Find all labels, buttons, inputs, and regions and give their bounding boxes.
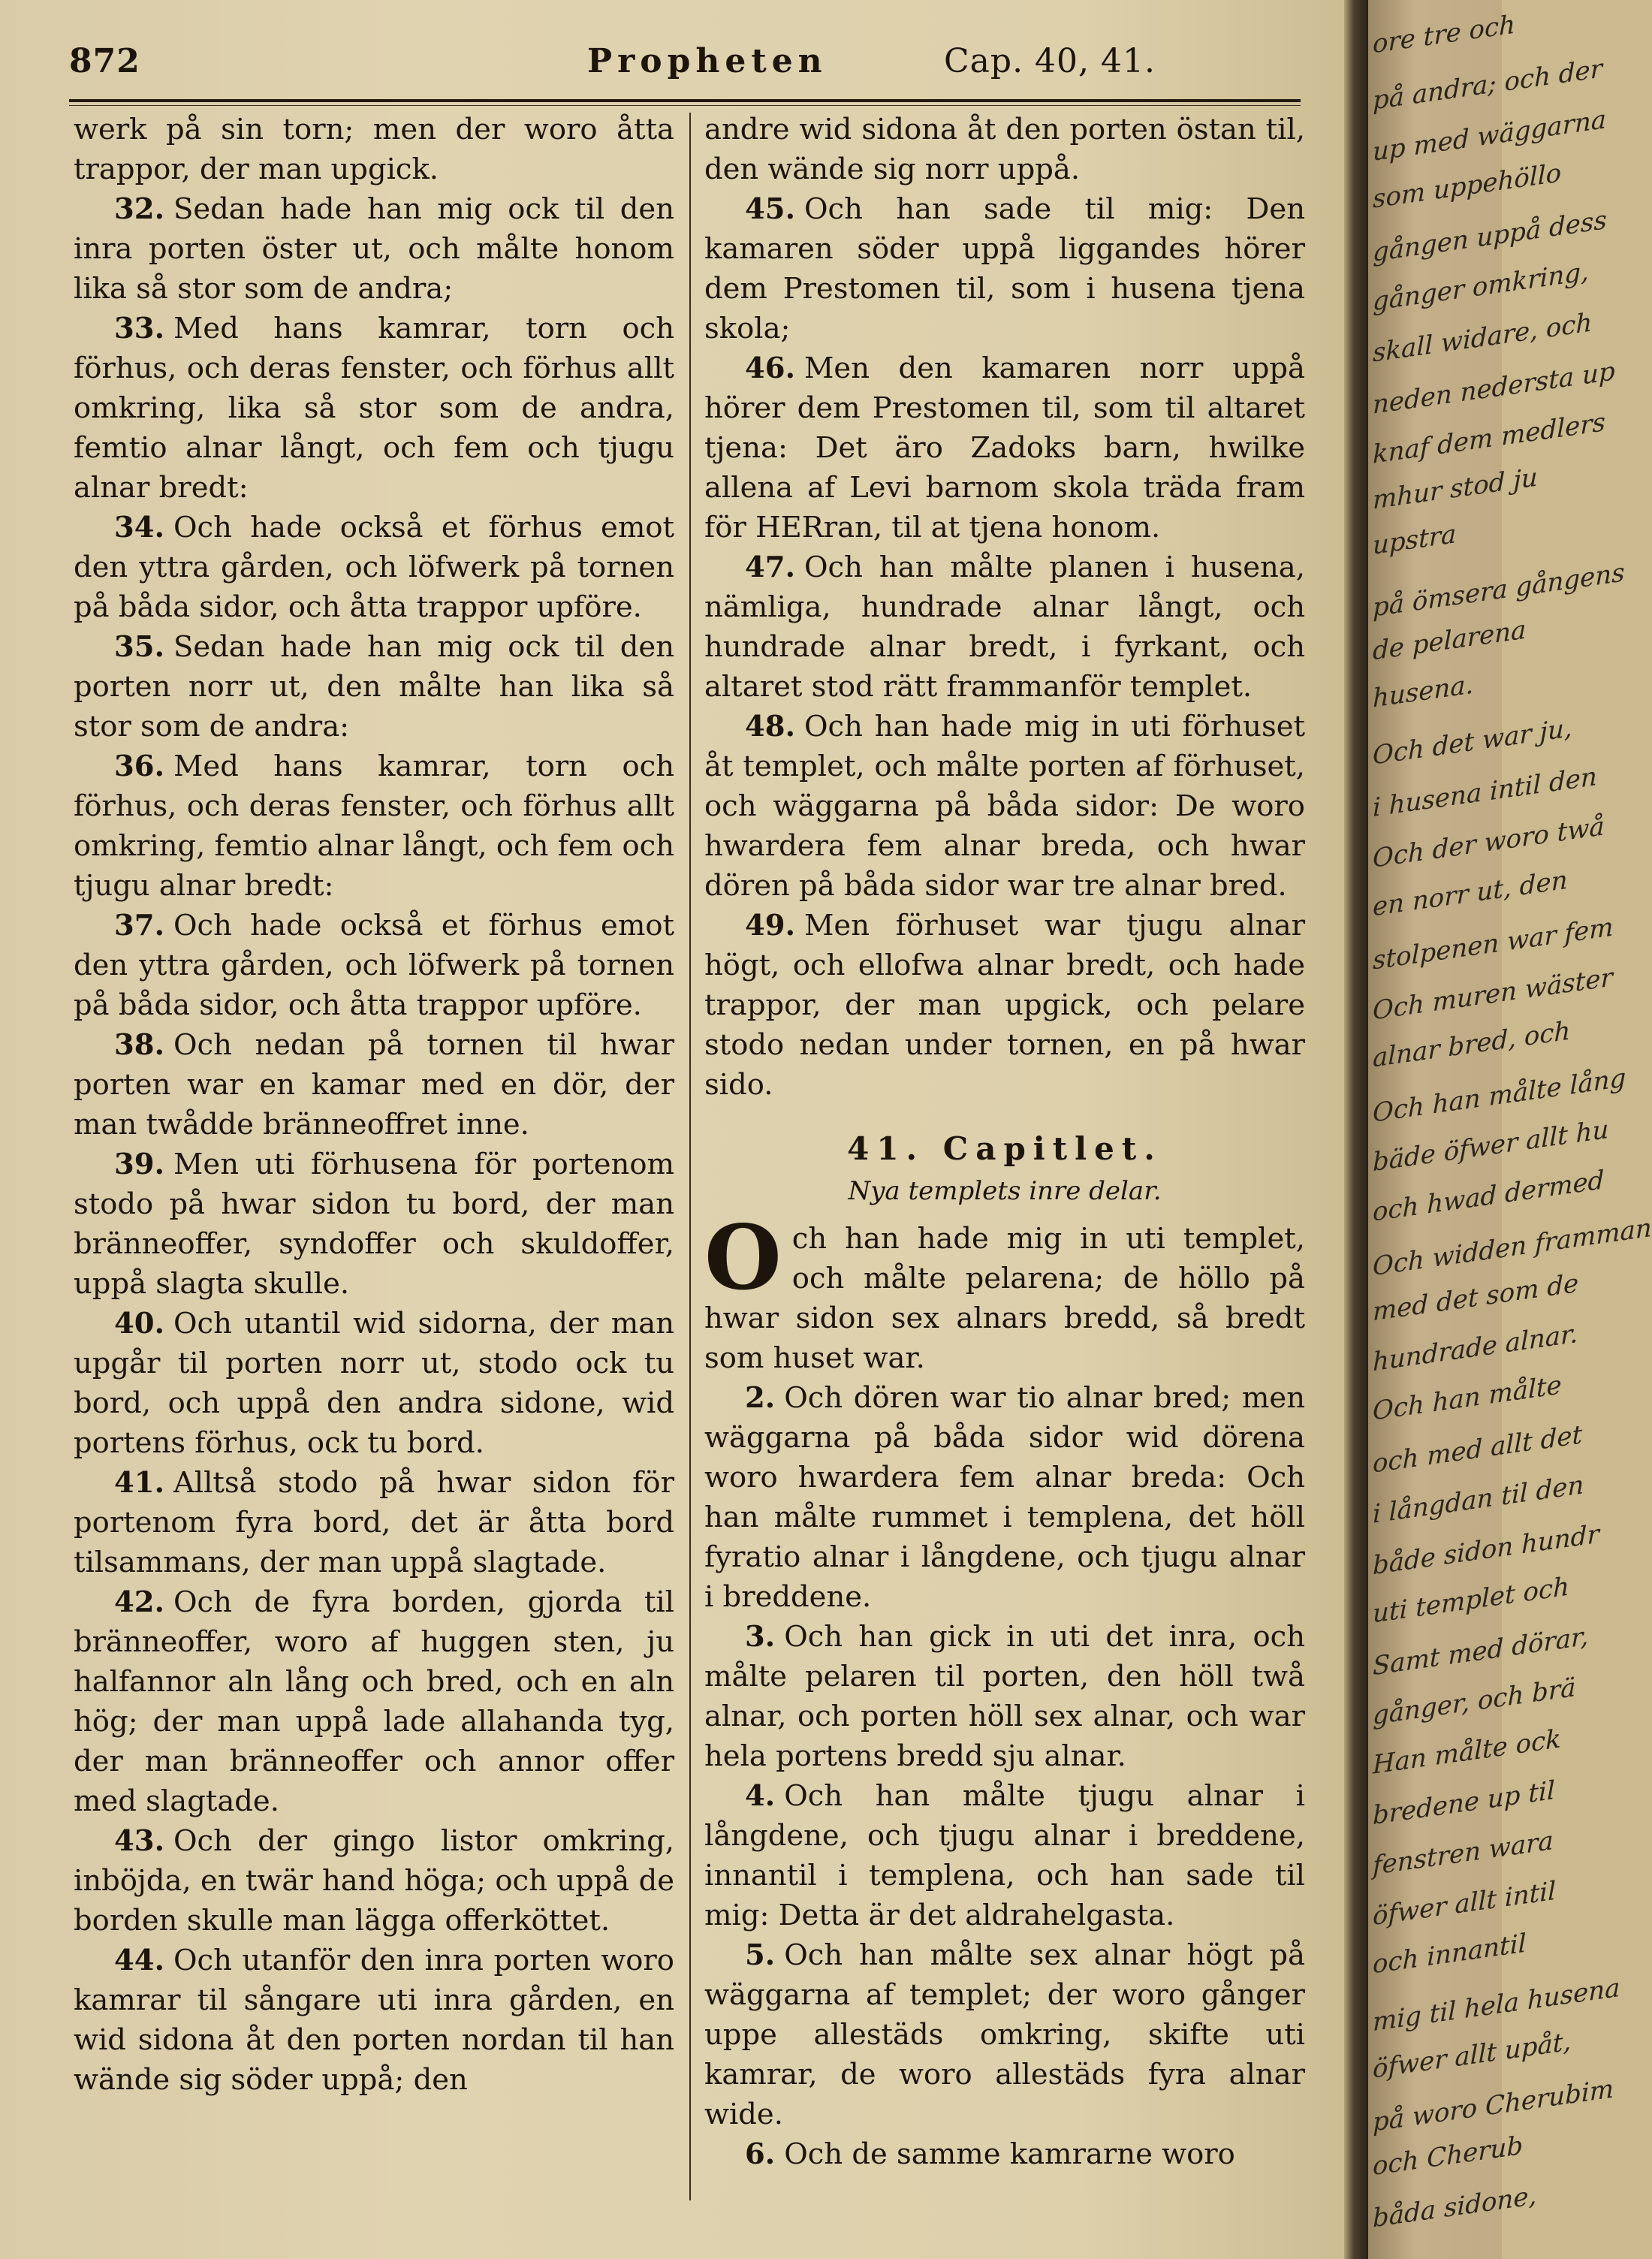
- facing-page-fragment: knaf dem medlers: [1373, 407, 1605, 470]
- facing-page-fragment: up med wäggarna: [1373, 104, 1606, 167]
- first-verse-text: ch han hade mig in uti templet, och målte pelarena; de höllo på hwar sidon sex alnars bredd, så bredt som huset war.: [704, 1222, 1305, 1375]
- verse-text: werk på sin torn; men der woro åtta trappor, der man upgick.: [74, 113, 674, 186]
- facing-page-fragment: alnar bred, och: [1373, 1015, 1571, 1074]
- facing-page-fragment: Och muren wäster: [1373, 962, 1613, 1027]
- facing-page-fragment: skall widare, och: [1373, 307, 1593, 369]
- facing-page-fragment: på ömsera gångens: [1373, 557, 1625, 623]
- facing-page-fragment: mhur stod ju: [1373, 463, 1538, 516]
- verse-text: Och nedan på tornen til hwar porten war en kamar med en dör, der man twådde bränneoffret inne.: [74, 1028, 674, 1142]
- verse: [704, 1617, 1305, 1776]
- verse: [704, 2134, 1305, 2174]
- facing-page-fragment: uti templet och: [1373, 1572, 1569, 1630]
- verse: [74, 1025, 674, 1145]
- verse: [74, 1941, 674, 2100]
- verse-text: Och der gingo listor omkring, inböjda, en twär hand höga; och uppå de borden skulle man lägga offerköttet.: [74, 1824, 674, 1938]
- verse-number: 2.: [745, 1381, 776, 1415]
- verse-number: 34.: [114, 511, 164, 544]
- verse-number: 44.: [114, 1944, 164, 1977]
- verse-text: andre wid sidona åt den porten östan til, den wände sig norr uppå.: [704, 113, 1305, 186]
- verse-text: Och dören war tio alnar bred; men wäggarna på båda sidor wid dörena woro hwardera fem alnar breda: Och han målte rummet i templena, det höll fyratio alnar i långdene, och tjugu alnar i breddene.: [704, 1381, 1305, 1614]
- verse: [74, 627, 674, 746]
- verse-number: 40.: [114, 1307, 164, 1341]
- facing-page-fragment: upstra: [1373, 518, 1457, 561]
- facing-page-fragment: de pelarena: [1373, 614, 1527, 667]
- facing-page-fragment: mig til hela husena: [1373, 1972, 1620, 2037]
- facing-page-fragment: i långdan til den: [1373, 1470, 1584, 1530]
- verse-number: 32.: [114, 192, 164, 226]
- chapter-first-verse: [704, 1205, 1305, 1378]
- facing-page-fragment: med det som de: [1373, 1268, 1579, 1328]
- page-number: 872: [69, 42, 140, 80]
- facing-page-fragment: ore tre och: [1373, 9, 1515, 60]
- facing-page-fragment: gången uppå dess: [1373, 205, 1607, 268]
- verse: [704, 110, 1305, 189]
- verse-text: Men den kamaren norr uppå hörer dem Prestomen til, som til altaret tjena: Det äro Zadoks barn, hwilke allena af Levi barnom skola träda fram för HERran, til at tjena honom.: [704, 351, 1305, 544]
- verse-number: 36.: [114, 749, 164, 783]
- verse: [704, 348, 1305, 547]
- verse-number: 3.: [745, 1620, 776, 1654]
- facing-page-fragment: fenstren wara: [1373, 1825, 1554, 1881]
- facing-page-fragment: öfwer allt upåt,: [1373, 2026, 1572, 2085]
- running-head: [69, 42, 1301, 87]
- verse-text: Men uti förhusena för portenom stodo på hwar sidon tu bord, der man bränneoffer, syndoffer och skuldoffer, uppå slagta skulle.: [74, 1148, 674, 1301]
- verse-text: Och han sade til mig: Den kamaren söder uppå liggandes hörer dem Prestomen til, som i husena tjena skola;: [704, 192, 1305, 345]
- verse-number: 46.: [745, 351, 795, 385]
- facing-page-fragment: båda sidone,: [1373, 2180, 1537, 2234]
- chapter-summary: Nya templets inre delar.: [848, 1176, 1162, 1206]
- facing-page-fragment: och Cherub: [1373, 2131, 1524, 2182]
- facing-page-fragment: som uppehöllo: [1373, 158, 1562, 215]
- facing-page-fragment: på woro Cherubim: [1373, 2074, 1614, 2138]
- right-column-verses-top: [704, 110, 1305, 1105]
- verse-number: 49.: [745, 909, 795, 943]
- verse-number: 47.: [745, 550, 795, 584]
- drop-cap: O: [704, 1205, 782, 1310]
- right-column-verses-bottom: [704, 1378, 1305, 2174]
- verse-number: 6.: [745, 2137, 776, 2171]
- verse-text: Med hans kamrar, torn och förhus, och deras fenster, och förhus allt omkring, lika så stor som de andra, femtio alnar långt, och fem och tjugu alnar bredt:: [74, 312, 674, 505]
- verse: [704, 906, 1305, 1105]
- facing-page-fragment: bäde öfwer allt hu: [1373, 1114, 1609, 1178]
- verse-text: Och han målte tjugu alnar i långdene, och tjugu alnar i breddene, innantil i templena, och han sade til mig: Detta är det aldrahelgasta.: [704, 1779, 1305, 1932]
- verse: [74, 189, 674, 309]
- book-title: Propheten: [587, 42, 828, 80]
- facing-page-fragment: Han målte ock: [1373, 1724, 1561, 1781]
- facing-page-fragment: Och han målte: [1373, 1370, 1562, 1428]
- facing-page-fragment: neden nedersta up: [1373, 356, 1615, 421]
- verse-text: Och utantil wid sidorna, der man upgår til porten norr ut, stodo ock tu bord, och uppå den andra sidone, wid portens förhus, ock tu bord.: [74, 1307, 674, 1460]
- verse-number: 43.: [114, 1824, 164, 1858]
- facing-page-edge: [1368, 0, 1652, 2259]
- verse-text: Och han målte sex alnar högt på wäggarna af templet; der woro gånger uppe allestäds omkring, skifte uti kamrar, de woro allestäds fyra alnar wide.: [704, 1938, 1305, 2131]
- facing-page-fragment: bredene up til: [1373, 1775, 1555, 1831]
- verse-text: Och han gick in uti det inra, och målte pelaren til porten, den höll twå alnar, och porten höll sex alnar, och war hela portens bredd sju alnar.: [704, 1620, 1305, 1773]
- facing-page-fragment: gånger omkring,: [1373, 257, 1589, 318]
- verse-number: 5.: [745, 1938, 776, 1972]
- verse: [74, 508, 674, 627]
- facing-page-fragment: både sidon hundr: [1373, 1519, 1599, 1582]
- facing-page-fragment: gånger, och brä: [1373, 1672, 1576, 1732]
- verse-text: Alltså stodo på hwar sidon för portenom fyra bord, det är åtta bord tilsammans, der man uppå slagtade.: [74, 1466, 674, 1579]
- verse-number: 41.: [114, 1466, 164, 1500]
- book-gutter: [1344, 0, 1368, 2259]
- facing-page-fragment: Samt med dörar,: [1373, 1621, 1589, 1681]
- verse-text: Sedan hade han mig ock til den porten norr ut, den målte han lika så stor som de andra:: [74, 630, 674, 743]
- verse-number: 35.: [114, 630, 164, 664]
- facing-page-fragment: Och der woro twå: [1373, 811, 1605, 875]
- verse-text: Och de samme kamrarne woro: [784, 2137, 1235, 2171]
- column-divider: [689, 113, 691, 2200]
- verse: [704, 707, 1305, 906]
- verse: [704, 1776, 1305, 1935]
- verse-text: Och de fyra borden, gjorda til bränneoffer, woro af huggen sten, ju halfannor aln lång och bred, och en aln hög; der man uppå lade allahanda tyg, der man bränneoffer och annor offer med slagtade.: [74, 1585, 674, 1818]
- verse: [704, 1378, 1305, 1617]
- verse: [74, 1582, 674, 1821]
- verse: [74, 309, 674, 508]
- chapter-heading: 41. Capitlet.: [847, 1130, 1162, 1167]
- verse-text: Med hans kamrar, torn och förhus, och deras fenster, och förhus allt omkring, femtio alnar långt, och fem och tjugu alnar bredt:: [74, 749, 674, 903]
- verse-number: 42.: [114, 1585, 164, 1619]
- header-rule-thin: [69, 105, 1301, 106]
- facing-page-fragment: Och widden framman: [1373, 1212, 1652, 1282]
- verse-number: 33.: [114, 312, 164, 345]
- verse: [74, 906, 674, 1025]
- facing-page-fragment: och innantil: [1373, 1928, 1527, 1980]
- facing-page-fragment: Och det war ju,: [1373, 713, 1572, 771]
- facing-page-fragment: Och han målte lång: [1373, 1063, 1626, 1129]
- verse-number: 38.: [114, 1028, 164, 1062]
- facing-page-fragment: i husena intil den: [1373, 762, 1597, 824]
- facing-page-fragment: stolpenen war fem: [1373, 912, 1614, 976]
- verse-text: Och han målte planen i husena, nämliga, hundrade alnar långt, och hundrade alnar bredt, i fyrkant, och altaret stod rätt frammanför templet.: [704, 550, 1305, 704]
- verse-text: Men förhuset war tjugu alnar högt, och ellofwa alnar bredt, och hade trappor, der man upgick, och pelare stodo nedan under tornen, en på hwar sido.: [704, 909, 1305, 1102]
- facing-page-fragment: och med allt det: [1373, 1419, 1583, 1479]
- facing-page-fragment: hundrade alnar.: [1373, 1318, 1578, 1378]
- facing-page-fragment: en norr ut, den: [1373, 864, 1568, 922]
- verse-text: Och hade också et förhus emot den yttra gården, och löfwerk på tornen på båda sidor, och åtta trappor upföre.: [74, 511, 674, 624]
- facing-page-fragment: på andra; och der: [1373, 53, 1602, 116]
- verse: [704, 547, 1305, 707]
- facing-page-fragment: öfwer allt intil: [1373, 1875, 1557, 1932]
- verse: [74, 1304, 674, 1463]
- verse: [74, 110, 674, 189]
- facing-page-fragment: och hwad dermed: [1373, 1165, 1605, 1228]
- verse-text: Och hade också et förhus emot den yttra gården, och löfwerk på tornen på båda sidor, och åtta trappor upföre.: [74, 909, 674, 1022]
- verse-number: 4.: [745, 1779, 776, 1813]
- right-column: [704, 110, 1305, 2174]
- verse: [74, 746, 674, 906]
- verse-number: 45.: [745, 192, 795, 226]
- facing-page-fragment: husena.: [1373, 669, 1474, 713]
- verse: [74, 1463, 674, 1582]
- verse: [74, 1821, 674, 1941]
- verse-number: 48.: [745, 710, 795, 743]
- verse-text: Och han hade mig in uti förhuset åt templet, och målte porten af förhuset, och wäggarna på båda sidor: De woro hwardera fem alnar breda, och hwar dören på båda sidor war tre alnar bred.: [704, 710, 1305, 903]
- verse-number: 37.: [114, 909, 164, 943]
- verse-text: Sedan hade han mig ock til den inra porten öster ut, och målte honom lika så stor som de andra;: [74, 192, 674, 306]
- verse-number: 39.: [114, 1148, 164, 1181]
- verse-text: Och utanför den inra porten woro kamrar til sångare uti inra gården, en wid sidona åt den porten nordan til han wände sig söder uppå; den: [74, 1944, 674, 2097]
- verse: [704, 189, 1305, 348]
- verse: [74, 1145, 674, 1304]
- chapter-reference: Cap. 40, 41.: [944, 42, 1156, 80]
- left-column: [74, 110, 674, 2100]
- verse: [704, 1935, 1305, 2134]
- header-rule: [69, 99, 1301, 102]
